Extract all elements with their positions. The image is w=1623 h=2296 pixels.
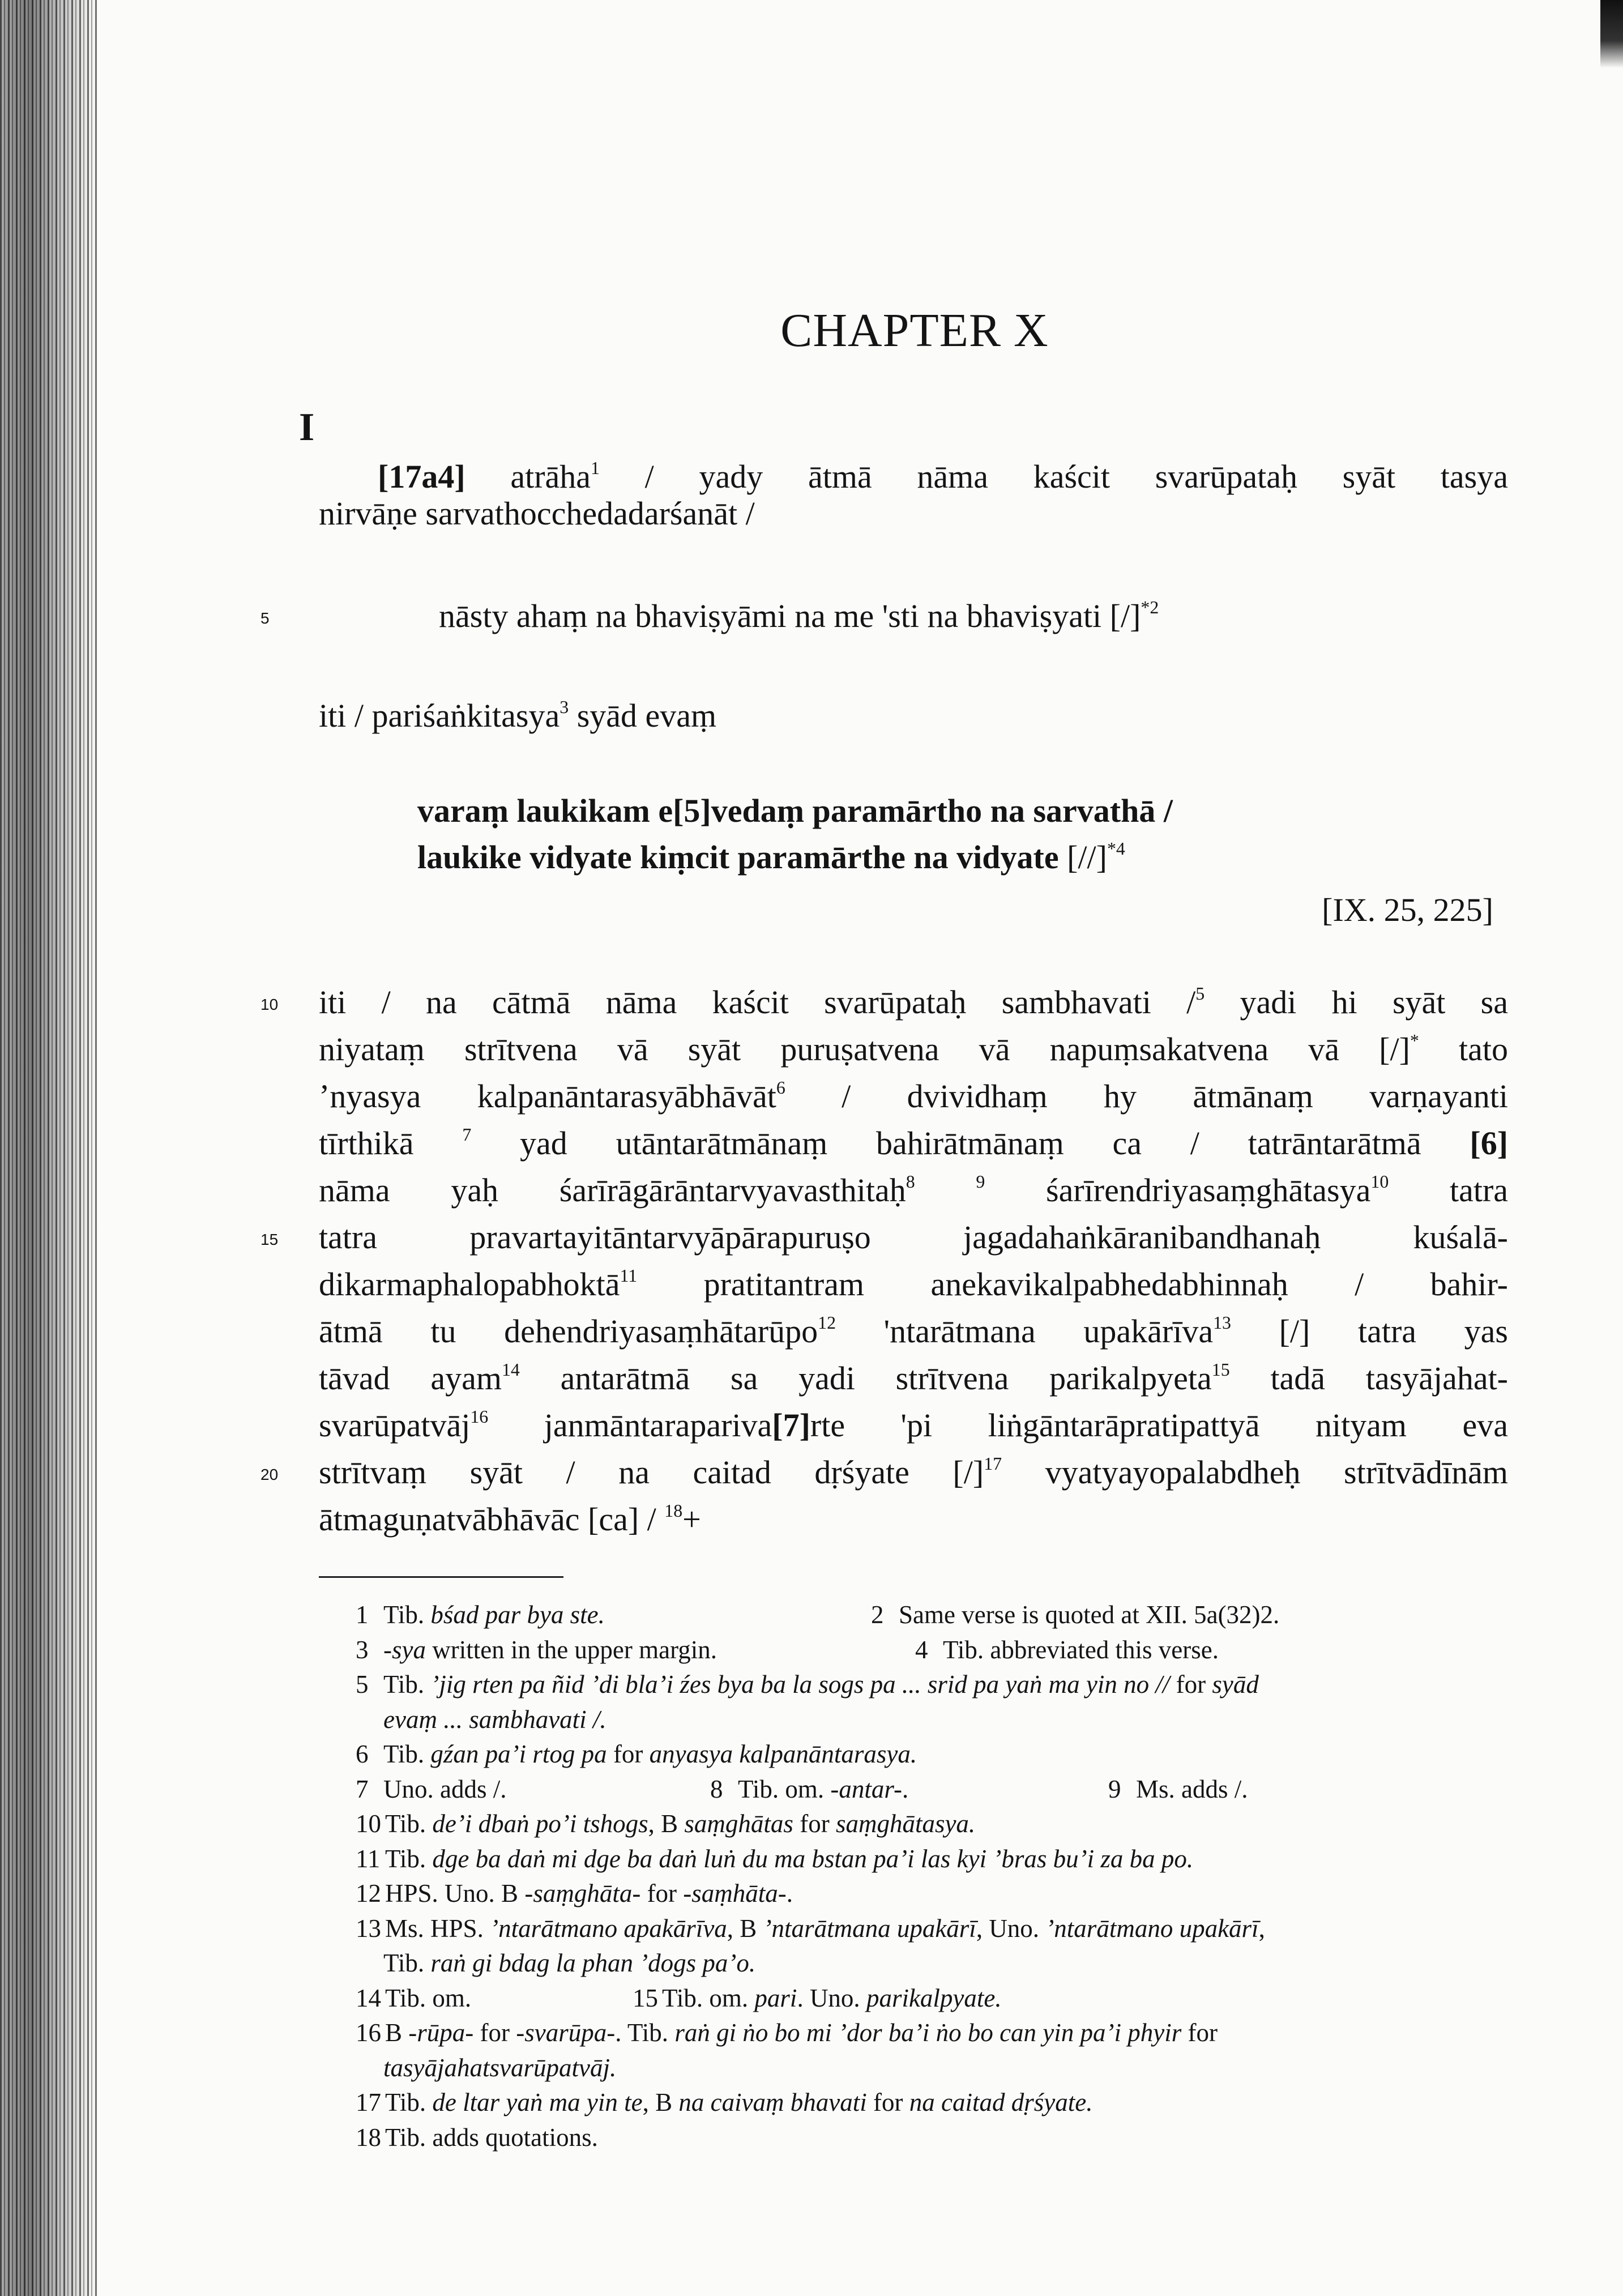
text-run: Tib. [383, 1670, 431, 1698]
text-run: yad utāntarātmānaṃ bahirātmānaṃ ca / tatrāntarātmā [471, 1125, 1470, 1162]
text-run: . Tib. [615, 2018, 675, 2047]
text-run: ātmā tu dehendriyasaṃhātarūpo [319, 1313, 818, 1350]
footnote-number: 15 [633, 1983, 658, 2012]
footnote-text [383, 1773, 507, 1805]
bold-run: laukike vidyate kiṃcit paramārthe na vidyate [417, 839, 1059, 876]
text-run: tatra pravartayitāntarvyāpārapuruṣo jagadahaṅkāranibandhanaḥ kuśalā- [319, 1219, 1508, 1256]
bold-run: [7] [772, 1407, 810, 1444]
text-run: . [786, 1879, 793, 1907]
intro-line-1 [378, 457, 1508, 497]
footnote-text [383, 2052, 616, 2084]
text-run: nirvāṇe sarvathocchedadarśanāt / [319, 495, 755, 532]
line-number: 15 [260, 1231, 279, 1248]
italic-run: -svarūpa- [516, 2018, 616, 2047]
footnote-ref: *2 [1141, 598, 1159, 618]
text-run: for [640, 1879, 684, 1907]
footnote-ref: * [1410, 1031, 1419, 1051]
footnote-number: 12 [356, 1879, 381, 1907]
text-run: Tib. om. [385, 1983, 472, 2012]
text-run: śarīrendriyasaṃghātasya [985, 1172, 1371, 1209]
text-run: for [1181, 2018, 1218, 2047]
footnote-text [385, 1808, 975, 1840]
text-run: , B [642, 2088, 679, 2116]
footnote-ref: 7 [462, 1125, 472, 1145]
text-run: Tib. [385, 1844, 433, 1873]
footnote-number: 8 [710, 1774, 723, 1803]
footnote-separator [319, 1576, 563, 1578]
text-run: Uno. adds /. [383, 1774, 507, 1803]
italic-run: anyasya kalpanāntarasya. [649, 1740, 917, 1768]
line-number: 20 [260, 1466, 279, 1483]
verse-bold-line-1 [417, 791, 1173, 831]
footnote-number: 3 [356, 1635, 369, 1664]
italic-run: pari [754, 1983, 797, 2012]
italic-run: syād [1212, 1670, 1259, 1698]
footnote-text [385, 1982, 471, 2014]
text-run: Tib. [385, 1810, 433, 1838]
main-text-line [319, 983, 1508, 1022]
footnote-text [383, 1668, 1259, 1700]
footnote-ref: 11 [620, 1266, 638, 1286]
text-run: Ms. HPS. [385, 1914, 490, 1943]
text-run: rte 'pi liṅgāntarāpratipattyā nityam eva [810, 1407, 1508, 1444]
text-run: Tib. [385, 2088, 433, 2116]
footnote-number: 16 [356, 2018, 381, 2047]
text-run: . [902, 1774, 909, 1803]
footnote-text [385, 2122, 598, 2153]
text-run: , [1258, 1914, 1265, 1943]
italic-run: ’jig rten pa ñid ’di bla’i źes bya ba la sogs pa ... srid pa yaṅ ma yin no // [430, 1670, 1170, 1698]
footnote-number: 2 [871, 1601, 884, 1629]
text-run: Tib. abbreviated this verse. [943, 1635, 1219, 1664]
text-run: 'ntarātmana upakārīva [836, 1313, 1214, 1350]
text-run: atrāha [465, 458, 591, 495]
text-run [915, 1172, 976, 1209]
footnote-number: 5 [356, 1670, 369, 1698]
italic-run: saṃghātas [684, 1810, 793, 1838]
main-text-line [319, 1077, 1508, 1116]
text-run: + [682, 1501, 701, 1538]
scan-corner-shadow [1600, 0, 1623, 68]
text-run: Tib. om. [662, 1983, 755, 2012]
footnote-number: 6 [356, 1740, 369, 1768]
verse-reference: [IX. 25, 225] [1322, 891, 1493, 928]
text-run: for [607, 1740, 650, 1768]
main-text-line [319, 1218, 1508, 1257]
footnote-ref: 9 [976, 1172, 985, 1192]
italic-run: -antar- [830, 1774, 903, 1803]
text-run: , B [727, 1914, 763, 1943]
text-run: for [793, 1810, 836, 1838]
footnote-number: 10 [356, 1810, 381, 1838]
italic-run: na caivaṃ bhavati [678, 2088, 867, 2116]
footnote-number: 9 [1108, 1774, 1121, 1803]
text-run: iti / na cātmā nāma kaścit svarūpataḥ sambhavati / [319, 984, 1196, 1021]
verse-quote [439, 596, 1159, 641]
footnote-number: 7 [356, 1774, 369, 1803]
text-run: [//] [1058, 839, 1107, 876]
text-run: syād evaṃ [569, 697, 717, 734]
text-run: tatra [1389, 1172, 1508, 1209]
footnote-number: 18 [356, 2123, 381, 2152]
footnote-ref: 13 [1213, 1313, 1231, 1333]
text-run: tāvad ayam [319, 1360, 502, 1397]
text-run: , Uno. [976, 1914, 1046, 1943]
italic-run: ’ntarātmano apakārīva [490, 1914, 727, 1943]
text-run: Tib. [383, 1601, 431, 1629]
footnote-text [383, 1738, 917, 1770]
footnote-text [383, 1704, 607, 1735]
text-run: pratitantram anekavikalpabhedabhinnaḥ / bahir- [637, 1266, 1508, 1303]
footnote-text [1136, 1773, 1248, 1805]
footnote-text [662, 1982, 1002, 2014]
italic-run: tasyājahatsvarūpatvāj. [383, 2053, 617, 2082]
footnote-number: 11 [356, 1844, 381, 1873]
italic-run: -rūpa- [408, 2018, 474, 2047]
text-run: ātmaguṇatvābhāvāc [ca] / [319, 1501, 665, 1538]
line-number: 5 [260, 609, 270, 627]
footnote-ref: 8 [906, 1172, 915, 1192]
text-run: [/] tatra yas [1231, 1313, 1508, 1350]
bold-run: [6] [1470, 1125, 1508, 1162]
text-run: yadi hi syāt sa [1205, 984, 1508, 1021]
footnote-text [385, 2086, 1092, 2118]
text-run: Tib. [383, 1949, 431, 1977]
footnote-ref: 3 [559, 697, 569, 718]
section-label: I [299, 406, 315, 449]
footnote-text [385, 1843, 1193, 1875]
footnote-text [385, 1877, 793, 1909]
bridge-line [319, 696, 716, 741]
intro-line-2 [319, 494, 755, 534]
footnote-number: 13 [356, 1914, 381, 1943]
text-run: svarūpatvāj [319, 1407, 471, 1444]
footnote-number: 14 [356, 1983, 381, 2012]
text-run: vyatyayopalabdheḥ strītvādīnām [1002, 1454, 1508, 1491]
italic-run: parikalpyate. [866, 1983, 1002, 2012]
text-run: nāsty ahaṃ na bhaviṣyāmi na me 'sti na bhaviṣyati [/] [439, 598, 1141, 634]
footnote-ref: *4 [1107, 839, 1125, 859]
text-run: for [866, 2088, 909, 2116]
main-text-line [319, 1265, 1508, 1304]
italic-run: ’ntarātmano upakārī [1045, 1914, 1259, 1943]
text-run: janmāntarapariva [488, 1407, 772, 1444]
italic-run: de ltar yaṅ ma yin te [432, 2088, 643, 2116]
main-text-line [319, 1030, 1508, 1069]
chapter-title: CHAPTER X [780, 304, 1049, 357]
footnote-ref: 16 [470, 1407, 489, 1427]
text-run: , B [648, 1810, 685, 1838]
footnote-text [385, 1913, 1265, 1944]
footnote-ref: 14 [501, 1360, 520, 1380]
text-run: . Uno. [797, 1983, 866, 2012]
footnote-ref: 6 [776, 1078, 785, 1098]
footnote-text [738, 1773, 908, 1805]
italic-run: -saṃghāta- [524, 1879, 641, 1907]
italic-run: dge ba daṅ mi dge ba daṅ luṅ du ma bstan pa’i las kyi ’bras bu’i za ba po. [432, 1844, 1194, 1873]
main-text-line [319, 1453, 1508, 1492]
footnote-text [385, 2017, 1218, 2049]
text-run: Same verse is quoted at XII. 5a(32)2. [899, 1601, 1280, 1629]
italic-run: ’ntarātmana upakārī [763, 1914, 976, 1943]
footnote-text [899, 1599, 1279, 1631]
main-text-line [319, 1171, 1508, 1210]
main-text-line [319, 1312, 1508, 1351]
text-run: Tib. adds quotations. [385, 2123, 598, 2152]
footnote-ref: 12 [818, 1313, 836, 1333]
line-number: 10 [260, 996, 279, 1013]
italic-run: raṅ gi ṅo bo mi ’dor ba’i ṅo bo can yin pa’i phyir [674, 2018, 1182, 2047]
text-run: HPS. Uno. B [385, 1879, 525, 1907]
footnote-number: 4 [915, 1635, 928, 1664]
text-run: written in the upper margin. [425, 1635, 717, 1664]
footnote-text [383, 1634, 717, 1666]
main-text-line [319, 1359, 1508, 1398]
footnote-number: 17 [356, 2088, 381, 2116]
italic-run: bśad par bya ste. [430, 1601, 605, 1629]
footnote-text [943, 1634, 1219, 1666]
text-run: strītvaṃ syāt / na caitad dṛśyate [/] [319, 1454, 984, 1491]
main-text-line [319, 1124, 1508, 1163]
text-run: Tib. om. [738, 1774, 831, 1803]
text-run: Tib. [383, 1740, 431, 1768]
text-run: dikarmaphalopabhoktā [319, 1266, 620, 1303]
footnote-ref: 15 [1211, 1360, 1230, 1380]
footnote-ref: 18 [664, 1501, 683, 1521]
text-run: tīrthikā [319, 1125, 463, 1162]
footnote-ref: 5 [1195, 984, 1205, 1004]
text-run: for [1169, 1670, 1212, 1698]
text-run: Ms. adds /. [1136, 1774, 1248, 1803]
footnote-text [383, 1599, 605, 1631]
text-run: ’nyasya kalpanāntarasyābhāvāt [319, 1078, 776, 1115]
italic-run: raṅ gi bdag la phan ’dogs pa’o. [430, 1949, 756, 1977]
main-text-line [319, 1406, 1508, 1445]
italic-run: -sya [383, 1635, 426, 1664]
footnote-ref: 10 [1370, 1172, 1389, 1192]
italic-run: na caitad dṛśyate. [909, 2088, 1093, 2116]
text-run: / dvividhaṃ hy ātmānaṃ varṇayanti [785, 1078, 1508, 1115]
italic-run: gźan pa’i rtog pa [430, 1740, 607, 1768]
text-run: iti / pariśaṅkitasya [319, 697, 560, 734]
text-run: nāma yaḥ śarīrāgārāntarvyavasthitaḥ [319, 1172, 906, 1209]
footnote-ref: 1 [591, 458, 600, 479]
bold-run: varaṃ laukikam e[5]vedaṃ paramārtho na sarvathā / [417, 792, 1173, 829]
text-run: antarātmā sa yadi strītvena parikalpyeta [519, 1360, 1212, 1397]
verse-bold-line-2 [417, 838, 1125, 882]
text-run: / yady ātmā nāma kaścit svarūpataḥ syāt tasya [599, 458, 1508, 495]
main-text-line [319, 1500, 701, 1544]
italic-run: evaṃ ... sambhavati /. [383, 1705, 607, 1734]
text-run: for [473, 2018, 516, 2047]
text-run: tadā tasyājahat- [1229, 1360, 1508, 1397]
text-run: B [385, 2018, 409, 2047]
text-run: tato [1419, 1031, 1508, 1068]
text-run: niyataṃ strītvena vā syāt puruṣatvena vā napuṃsakatvena vā [/] [319, 1031, 1410, 1068]
footnote-ref: 17 [984, 1454, 1002, 1474]
bold-run: [17a4] [378, 458, 465, 495]
italic-run: de’i dbaṅ po’i tshogs [432, 1810, 648, 1838]
footnote-text [383, 1947, 755, 1979]
italic-run: -saṃhāta- [683, 1879, 787, 1907]
footnote-number: 1 [356, 1601, 369, 1629]
italic-run: saṃghātasya. [835, 1810, 976, 1838]
